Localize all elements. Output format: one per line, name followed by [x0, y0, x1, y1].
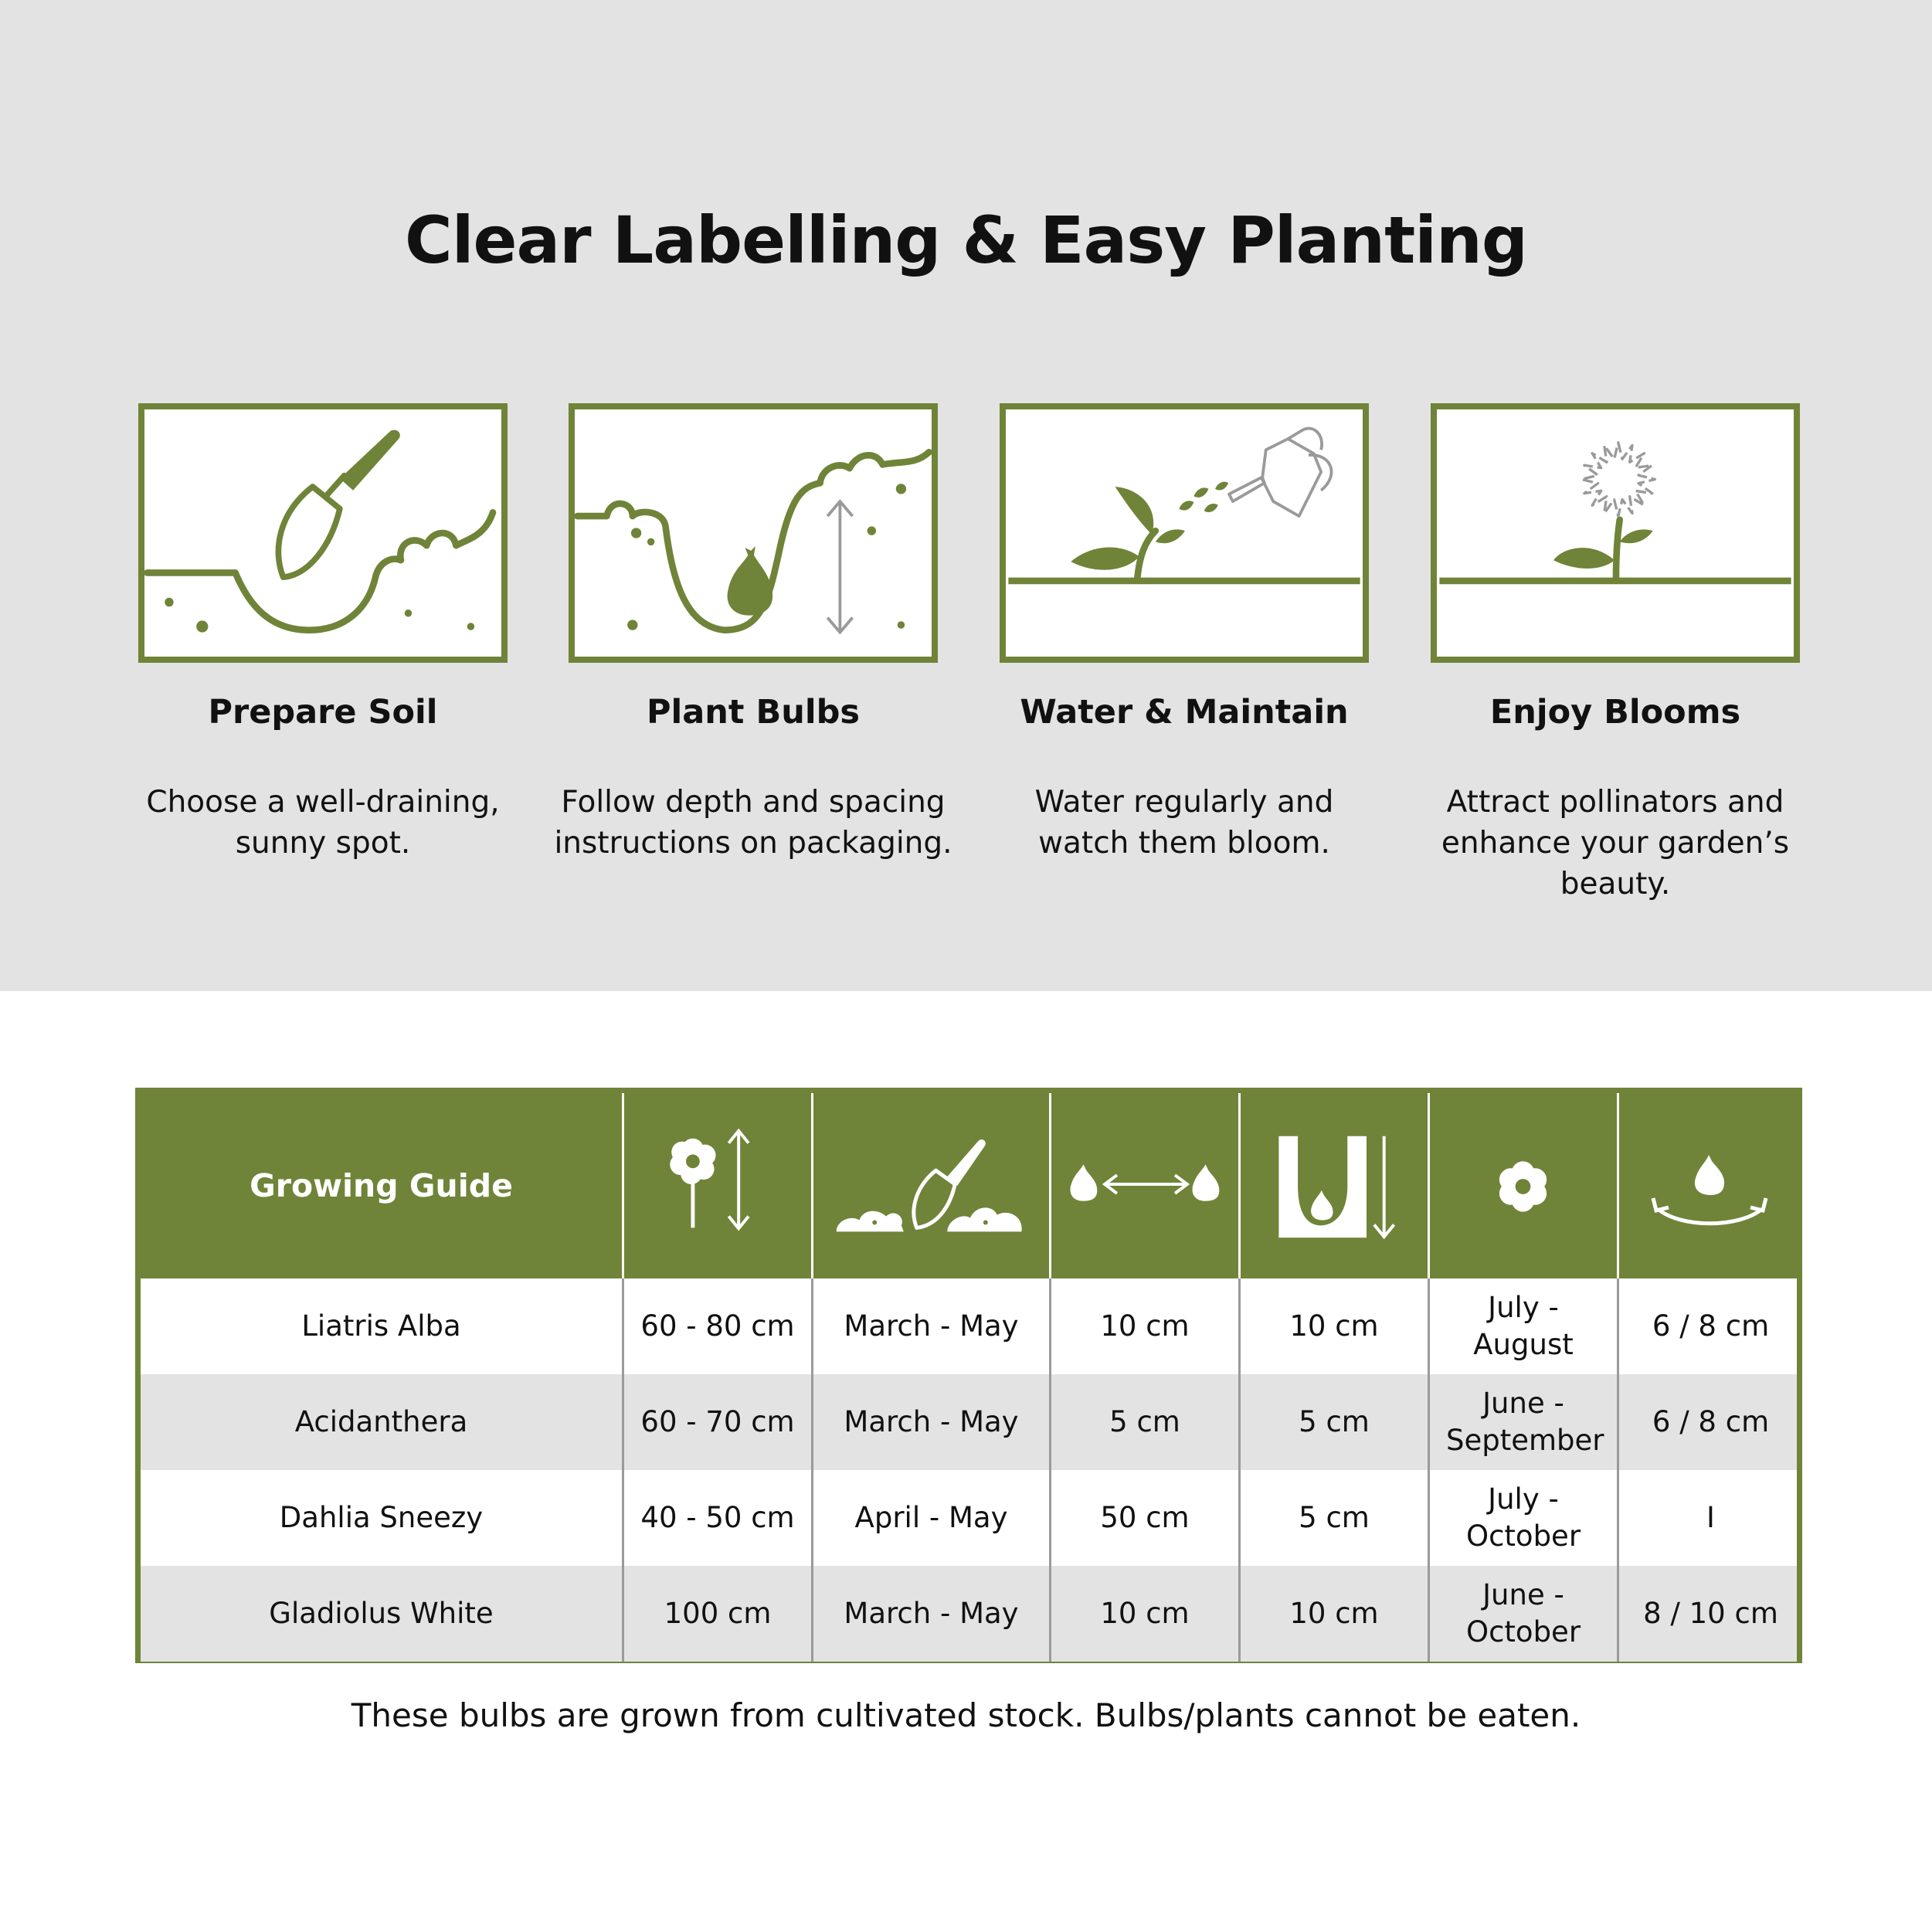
cell-spacing: 10 cm: [1051, 1566, 1241, 1662]
header-cell-spacing: [1051, 1093, 1241, 1278]
watering-can-icon: [1006, 409, 1363, 657]
step-description: Follow depth and spacing instructions on packaging.: [554, 785, 952, 861]
step-description: Choose a well-draining, sunny spot.: [146, 785, 500, 861]
footnote: These bulbs are grown from cultivated stock. Bulbs/plants cannot be eaten.: [351, 1696, 1581, 1734]
flower-height-icon: [624, 1093, 811, 1278]
header-cell-size: [1619, 1093, 1802, 1278]
step-title: Enjoy Blooms: [1489, 693, 1741, 732]
cell-planting: April - May: [813, 1470, 1051, 1566]
cell-depth: 5 cm: [1241, 1374, 1430, 1470]
step-description: Water regularly and watch them bloom.: [1034, 785, 1334, 861]
step-plant-bulbs: [554, 403, 952, 861]
cell-depth: 10 cm: [1241, 1566, 1430, 1662]
cell-size: 6 / 8 cm: [1652, 1309, 1770, 1343]
step-water-maintain: [1000, 403, 1369, 861]
step-description: Attract pollinators and enhance your garden’s beauty.: [1441, 785, 1790, 901]
cell-name: Liatris Alba: [141, 1278, 624, 1374]
step-prepare-soil: [138, 403, 508, 861]
planting-time-trowel-icon: [813, 1093, 1049, 1278]
step-card: [138, 403, 508, 663]
cell-height: 100 cm: [624, 1566, 813, 1662]
cell-flowering: June - October: [1430, 1566, 1619, 1662]
step-enjoy-blooms: [1431, 403, 1800, 901]
cell-spacing: 50 cm: [1051, 1470, 1241, 1566]
cell-height: 60 - 80 cm: [624, 1278, 813, 1374]
cell-planting: March - May: [813, 1566, 1051, 1662]
cell-height: 60 - 70 cm: [624, 1374, 813, 1470]
table-row: [141, 1566, 1797, 1662]
step-title: Water & Maintain: [1020, 693, 1349, 732]
cell-depth: 10 cm: [1241, 1278, 1430, 1374]
header-cell-depth: [1241, 1093, 1430, 1278]
step-card: [1431, 403, 1800, 663]
bulb-in-hole-icon: [575, 409, 932, 657]
step-card: [1000, 403, 1369, 663]
cell-spacing: 10 cm: [1051, 1278, 1241, 1374]
step-title: Prepare Soil: [208, 693, 438, 732]
cell-name: Acidanthera: [141, 1374, 624, 1470]
cell-size: I: [1706, 1501, 1715, 1534]
table-title: Growing Guide: [250, 1167, 513, 1204]
cell-size: 6 / 8 cm: [1652, 1405, 1770, 1438]
planting-depth-icon: [1241, 1093, 1428, 1278]
cell-planting: March - May: [813, 1374, 1051, 1470]
cell-spacing: 5 cm: [1051, 1374, 1241, 1470]
cell-planting: March - May: [813, 1278, 1051, 1374]
header-cell-height: [624, 1093, 813, 1278]
header-cell-planting-time: [813, 1093, 1051, 1278]
cell-height: 40 - 50 cm: [624, 1470, 813, 1566]
table-header: [141, 1093, 1797, 1278]
page-title: Clear Labelling & Easy Planting: [405, 202, 1527, 278]
flowering-time-icon: [1430, 1093, 1617, 1278]
step-title: Plant Bulbs: [647, 693, 860, 732]
cell-depth: 5 cm: [1241, 1470, 1430, 1566]
table-row: [141, 1374, 1797, 1470]
cell-flowering: July - August: [1430, 1278, 1619, 1374]
trowel-soil-icon: [144, 409, 501, 657]
blooming-sun-flower-icon: [1437, 409, 1794, 657]
bulb-size-icon: [1619, 1093, 1802, 1278]
step-card: [569, 403, 938, 663]
header-cell-flowering: [1430, 1093, 1619, 1278]
cell-name: Dahlia Sneezy: [141, 1470, 624, 1566]
cell-flowering: June - September: [1430, 1374, 1619, 1470]
bulb-spacing-icon: [1051, 1093, 1238, 1278]
table-row: [141, 1470, 1797, 1566]
cell-flowering: July - October: [1430, 1470, 1619, 1566]
cell-name: Gladiolus White: [141, 1566, 624, 1662]
growing-guide-table: [135, 1088, 1802, 1663]
cell-size: 8 / 10 cm: [1643, 1597, 1778, 1630]
header-cell-title: [141, 1093, 624, 1278]
table-row: [141, 1278, 1797, 1374]
